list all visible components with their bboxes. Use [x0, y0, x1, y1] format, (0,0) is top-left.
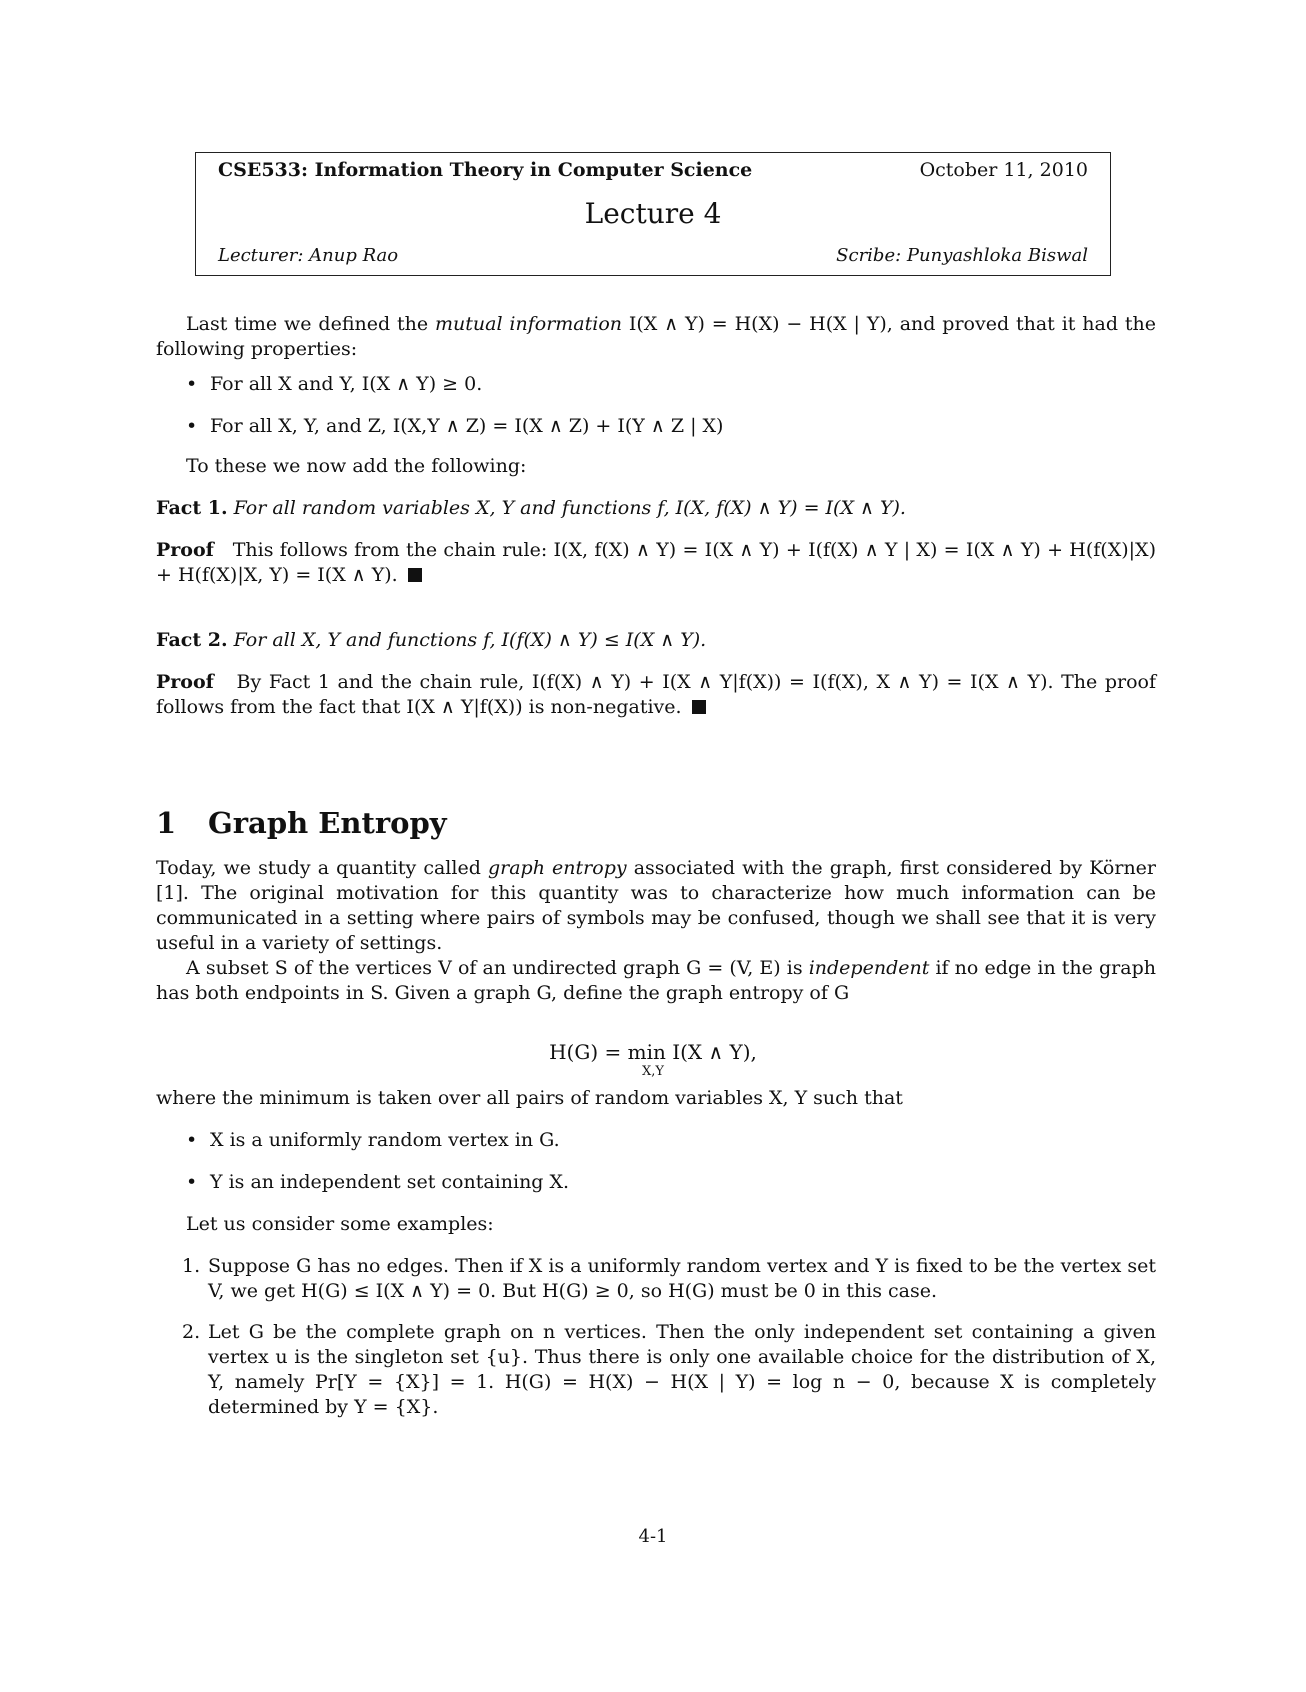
bullet-icon: • — [186, 1171, 198, 1193]
fact-1-statement: For all random variables X, Y and functions f, I(X, f(X) ∧ Y) = I(X ∧ Y). — [233, 497, 906, 519]
lecture-title: Lecture 4 — [584, 197, 722, 230]
independent-set-paragraph: A subset S of the vertices V of an undirected graph G = (V, E) is independent if no edge in the graph has both endpoints in S. Given a graph G, define the graph entropy of G — [156, 957, 1156, 1004]
proof-1-label: Proof — [156, 539, 214, 561]
fact-2-label: Fact 2. — [156, 629, 228, 651]
fact-1-label: Fact 1. — [156, 497, 228, 519]
equation-subscript: X,Y — [642, 1064, 664, 1079]
transition-paragraph: To these we now add the following: — [186, 455, 527, 477]
condition-bullet: • X is a uniformly random vertex in G. — [186, 1129, 560, 1151]
proof-2 — [156, 670, 1156, 720]
graph-entropy-intro-paragraph: Today, we study a quantity called graph entropy associated with the graph, first considered by Körner [1]. The original motivation for this quantity was to characterize how much information can be communicated in a setting where pairs of symbols may be confused, though we shall see that it is very useful in a variety of settings. — [156, 857, 1157, 954]
example-item — [182, 1254, 1156, 1304]
qed-icon — [408, 568, 422, 582]
intro-paragraph: Last time we defined the mutual information I(X ∧ Y) = H(X) − H(X | Y), and proved that it had the following properties: — [156, 313, 1156, 360]
bullet-icon: • — [186, 415, 198, 437]
example-number: 1. — [182, 1255, 201, 1277]
example-text: Suppose G has no edges. Then if X is a uniformly random vertex and Y is fixed to be the vertex set V, we get H(G) ≤ I(X ∧ Y) = 0. But H(G) ≥ 0, so H(G) must be 0 in this case. — [208, 1255, 1156, 1302]
course-title: CSE533: Information Theory in Computer Science — [218, 159, 753, 181]
bullet-icon: • — [186, 373, 198, 395]
property-bullet: • For all X and Y, I(X ∧ Y) ≥ 0. — [186, 373, 483, 395]
fact-1 — [156, 496, 1156, 521]
example-number: 2. — [182, 1321, 201, 1343]
proof-1 — [156, 538, 1156, 588]
example-item — [182, 1320, 1156, 1420]
mutual-information-term: mutual information — [435, 313, 623, 335]
fact-2 — [156, 628, 1156, 653]
qed-icon — [692, 700, 706, 714]
independent-term: independent — [808, 957, 930, 979]
proof-2-label: Proof — [156, 671, 214, 693]
section-number: 1 — [156, 806, 177, 840]
minimum-paragraph: where the minimum is taken over all pairs of random variables X, Y such that — [156, 1087, 903, 1109]
fact-2-statement: For all X, Y and functions f, I(f(X) ∧ Y) ≤ I(X ∧ Y). — [233, 629, 707, 651]
lecture-date: October 11, 2010 — [919, 159, 1088, 181]
bullet-icon: • — [186, 1129, 198, 1151]
examples-intro: Let us consider some examples: — [186, 1213, 494, 1235]
page-number: 4-1 — [638, 1526, 668, 1547]
section-heading — [156, 806, 447, 840]
example-text: Let G be the complete graph on n vertices. Then the only independent set containing a given vertex u is the singleton set {u}. Thus there is only one available choice for the distribution of X, Y, namely Pr[Y = {X}] = 1. H(G) = H(X) − H(X | Y) = log n − 0, because X is completely determined by Y = {X}. — [208, 1321, 1156, 1418]
graph-entropy-equation: H(G) = min I(X ∧ Y), X,Y — [0, 1040, 1306, 1079]
scribe-name: Scribe: Punyashloka Biswal — [836, 245, 1088, 266]
proof-1-text: This follows from the chain rule: I(X, f(X) ∧ Y) = I(X ∧ Y) + I(f(X) ∧ Y | X) = I(X ∧ Y) + H(f(X)|X) + H(f(X)|X, Y) = I(X ∧ Y). — [156, 539, 1156, 586]
lecture-header-box — [195, 152, 1111, 276]
section-title: Graph Entropy — [208, 806, 447, 840]
graph-entropy-term: graph entropy — [487, 857, 627, 879]
property-bullet: • For all X, Y, and Z, I(X,Y ∧ Z) = I(X ∧ Z) + I(Y ∧ Z | X) — [186, 415, 724, 437]
condition-bullet: • Y is an independent set containing X. — [186, 1171, 570, 1193]
proof-2-text: By Fact 1 and the chain rule, I(f(X) ∧ Y) + I(X ∧ Y|f(X)) = I(f(X), X ∧ Y) = I(X ∧ Y). The proof follows from the fact that I(X ∧ Y|f(X)) is non-negative. — [156, 671, 1156, 718]
lecturer-name: Lecturer: Anup Rao — [218, 245, 399, 266]
